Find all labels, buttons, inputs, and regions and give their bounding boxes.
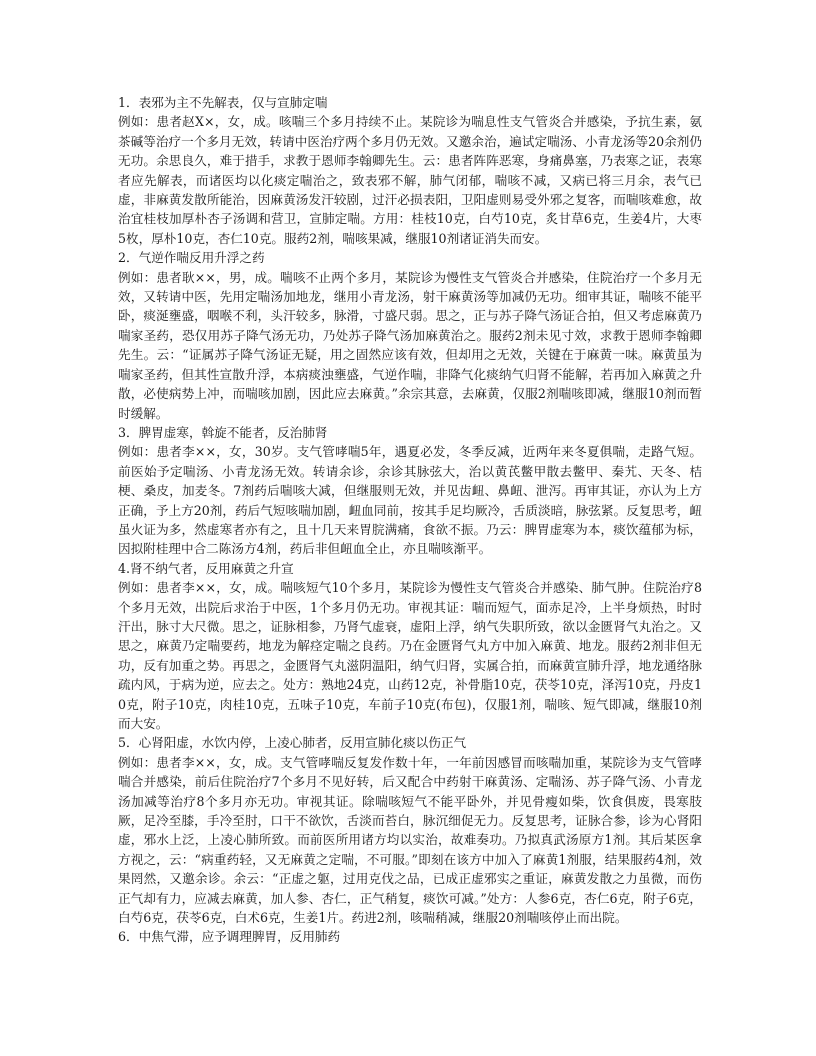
section-heading: 1．表邪为主不先解表，仅与宣肺定喘 [118, 95, 328, 110]
section-heading: 3．脾胃虚寒，斡旋不能者，反治肺肾 [118, 424, 328, 440]
section-body: 例如：患者耿××，男，成。喘咳不止两个多月，某院诊为慢性支气管炎合并感染，住院治疗一个多月无效，又转请中医，先用定喘汤加地龙，继用小青龙汤，射干麻黄汤等加减仍无功。细审其证，喘咳不能平卧，痰涎壅盛，咽喉不利，头汗较多，脉滑，寸盛尺弱。思之，正与苏子降气汤证合拍，但又考虑麻黄乃喘家圣药，恐仅用苏子降气汤无功，乃处苏子降气汤加麻黄治之。服药2剂未见寸效，求教于恩师李翰卿先生。云：“证属苏子降气汤证无疑，用之固然应该有效，但却用之无效，关键在于麻黄一味。麻黄虽为喘家圣药，但其性宣散升浮，本病痰浊壅盛，气逆作喘，非降气化痰纳气归肾不能解，若再加入麻黄之升散，必使病势上冲，而喘咳加剧，因此应去麻黄。”余宗其意，去麻黄，仅服2剂喘咳即减，继服10剂而暂时缓解。 [118, 269, 702, 421]
section-body: 例如：患者李××，女，成。喘咳短气10个多月，某院诊为慢性支气管炎合并感染、肺气肿。住院治疗8个多月无效，出院后求治于中医，1个多月仍无功。审视其证：喘而短气，面赤足冷，上半身烦热，时时汗出，脉寸大尺微。思之，证脉相参，乃肾气虚衰，虚阳上浮，纳气失职所致，欲以金匮肾气丸治之。又思之，麻黄乃定喘要药，地龙为解痉定喘之良药。乃在金匮肾气丸方中加入麻黄、地龙。服药2剂非但无功，反有加重之势。再思之，金匮肾气丸滋阴温阳，纳气归肾，实属合拍，而麻黄宣肺升浮，地龙通络脉疏内风，于病为逆，应去之。处方：熟地24克，山药12克，补骨脂10克，茯苓10克，泽泻10克，丹皮10克，附子10克，肉桂10克，五味子10克，车前子10克(布包)，仅服1剂，喘咳、短气即减，继服10剂而大安。 [118, 580, 702, 731]
section-heading: 6．中焦气滞，应予调理脾胃，反用肺药 [118, 929, 341, 945]
section-heading: 4.肾不纳气者，反用麻黄之升宣 [118, 560, 294, 576]
document-page [118, 93, 702, 947]
section-heading: 5．心肾阳虚，水饮内停，上凌心肺者，反用宣肺化痰以伤正气 [118, 735, 467, 751]
section-body: 例如：患者李××，女，30岁。支气管哮喘5年，遇夏必发，冬季反减，近两年来冬夏俱喘，走路气短。前医始予定喘汤、小青龙汤无效。转请余诊，余诊其脉弦大，治以黄芪鳖甲散去鳖甲、秦艽、天冬、桔梗、桑皮，加麦冬。7剂药后喘咳大减，但继服则无效，并见齿衄、鼻衄、泄泻。再审其证，亦认为上方正确，予上方20剂，药后气短咳喘加剧，衄血同前，按其手足均厥冷，舌质淡暗，脉弦紧。反复思考，衄虽火证为多，然虚寒者亦有之，且十几天来胃脘满痛，食欲不振。乃云：脾胃虚寒为本，痰饮蕴郁为标，因拟附桂理中合二陈汤方4剂，药后非但衄血全止，亦且喘咳渐平。 [118, 444, 702, 557]
section-body: 例如：患者赵X×，女，成。咳喘三个多月持续不止。某院诊为喘息性支气管炎合并感染，予抗生素，氨茶碱等治疗一个多月无效，转请中医治疗两个多月仍无效。又邀余治，遍试定喘汤、小青龙汤等20余剂仍无功。余思良久，难于措手，求教于恩师李翰卿先生。云：患者阵阵恶寒，身痛鼻塞，乃表寒之证，表寒者应先解表，而诸医均以化痰定喘治之，致表邪不解，肺气闭郁，喘咳不减，又病已将三月余，表气已虚，非麻黄发散所能治，因麻黄汤发汗较剧，过汗必损表阳，卫阳虚则易受外邪之复客，而喘咳难愈，故治宜桂枝加厚朴杏子汤调和营卫，宣肺定喘。方用：桂枝10克，白芍10克，炙甘草6克，生姜4片，大枣5枚，厚朴10克，杏仁10克。服药2剂，喘咳果减，继服10剂诸证消失而安。 [118, 114, 702, 246]
section-heading: 2．气逆作喘反用升浮之药 [118, 250, 265, 266]
section-body: 例如：患者李××，女，成。支气管哮喘反复发作数十年，一年前因感冒而咳喘加重，某院诊为支气管哮喘合并感染，前后住院治疗7个多月不见好转，后又配合中药射干麻黄汤、定喘汤、苏子降气汤、小青龙汤加减等治疗8个多月亦无功。审视其证。除喘咳短气不能平卧外，并见骨瘦如柴，饮食俱废，畏寒肢厥，足冷至膝，手冷至肘，口干不欲饮，舌淡而苔白，脉沉细促无力。反复思考，证脉合参，诊为心肾阳虚，邪水上泛，上凌心肺所致。而前医所用诸方均以实治，故难奏功。乃拟真武汤原方1剂。其后某医拿方视之，云：“病重药轻，又无麻黄之定喘，不可服。”即刻在该方中加入了麻黄1剂服，结果服药4剂，效果罔然，又邀余诊。余云：“正虚之躯，过用克伐之品，已成正虚邪实之重证，麻黄发散之力虽微，而伤正气却有力，应减去麻黄，加人参、杏仁，正气稍复，痰饮可减。”处方：人参6克，杏仁6克，附子6克，白芍6克，茯苓6克，白术6克，生姜1片。药进2剂，咳喘稍减，继服20剂喘咳停止而出院。 [118, 754, 702, 926]
